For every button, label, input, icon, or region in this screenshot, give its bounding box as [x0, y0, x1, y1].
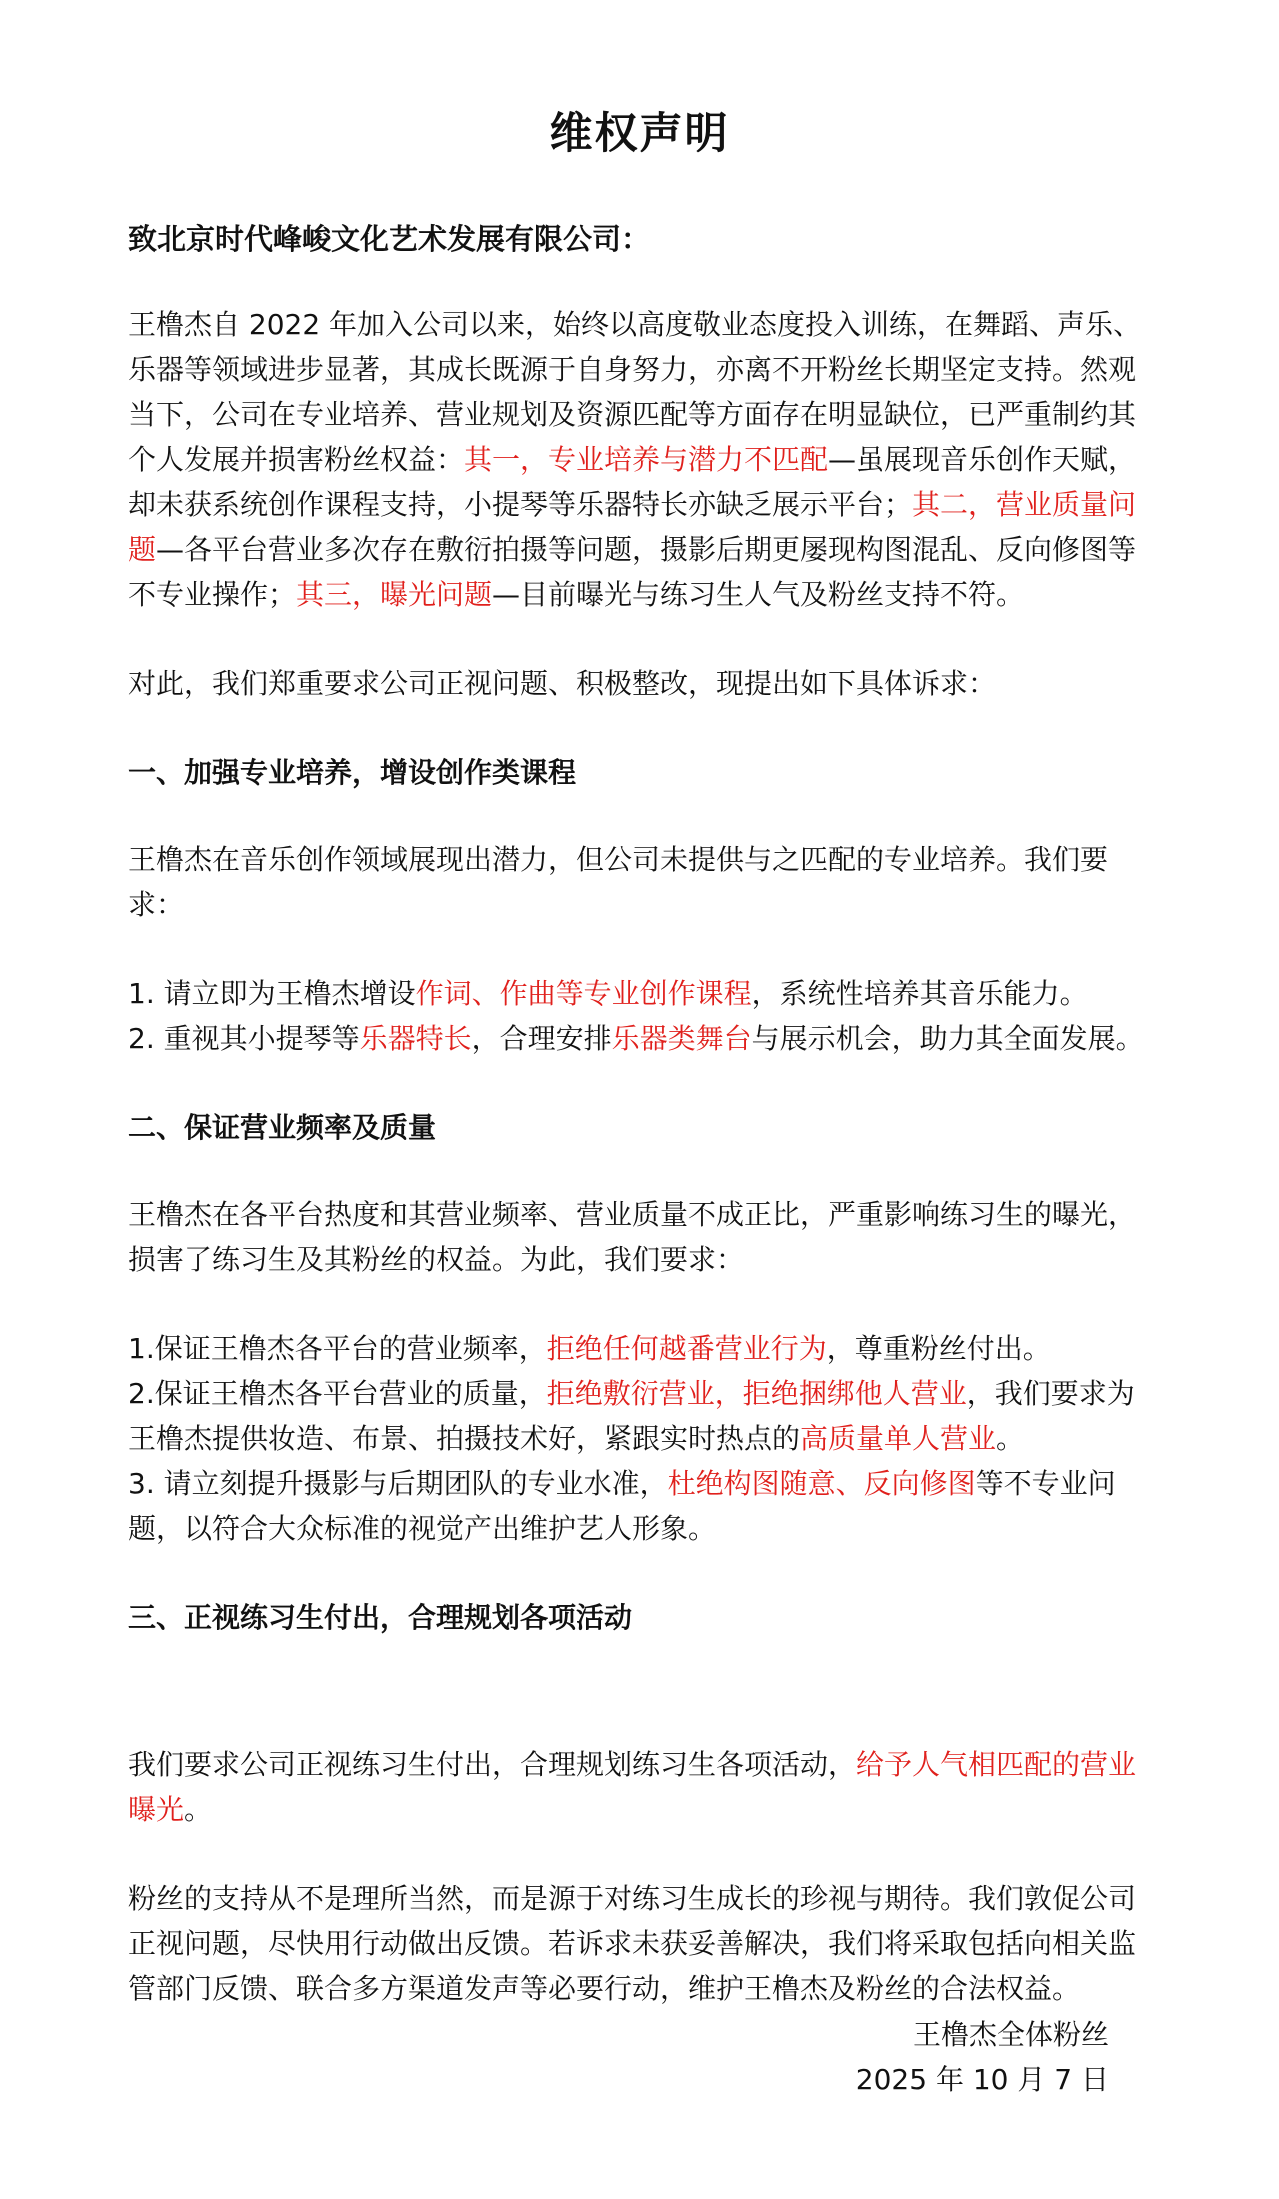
intro-text-4: —目前曝光与练习生人气及粉丝支持不符。 [492, 578, 1025, 611]
intro-text-3: —各平台营业多次存在敷衍拍摄等问题，摄影后期更屡现构图混乱、反向修图等不专业操作； [128, 533, 1137, 611]
section2-item-2-text-3: 。 [996, 1422, 1025, 1455]
document-title: 维权声明 [549, 109, 730, 159]
section1-item-1-text-1: 1. 请立即为王橹杰增设 [128, 977, 416, 1010]
section1-item-2-text-3: 与展示机会，助力其全面发展。 [751, 1022, 1144, 1055]
section1-item-2-text-2: ，合理安排 [471, 1022, 612, 1055]
section2-paragraph: 王橹杰在各平台热度和其营业频率、营业质量不成正比，严重影响练习生的曝光，损害了练习生及其粉丝的权益。为此，我们要求： [128, 1198, 1137, 1276]
intro-highlight-2: 其二，营业质量问题 [128, 488, 1137, 566]
section3-text-2: 。 [184, 1793, 213, 1826]
section2-item-1-text-1: 1.保证王橹杰各平台的营业频率， [128, 1332, 547, 1365]
section2-item-3-highlight-1: 杜绝构图随意、反向修图 [667, 1467, 976, 1500]
section1-heading: 一、加强专业培养，增设创作类课程 [128, 756, 577, 789]
section2-list [128, 1326, 1151, 1551]
section2-item-3 [128, 1461, 1151, 1551]
section1-item-1 [128, 971, 1151, 1016]
intro-text-1: 王橹杰自 2022 年加入公司以来，始终以高度敬业态度投入训练，在舞蹈、声乐、乐器等领域进步显著，其成长既源于自身努力，亦离不开粉丝长期坚定支持。然观当下，公司在专业培养、营业规划及资源匹配等方面存在明显缺位，已严重制约其个人发展并损害粉丝权益： [128, 308, 1142, 476]
signature-block [856, 2012, 1109, 2102]
demand-intro-paragraph: 对此，我们郑重要求公司正视问题、积极整改，现提出如下具体诉求： [128, 667, 997, 700]
section2-item-2 [128, 1371, 1151, 1461]
section3-text-1: 我们要求公司正视练习生付出，合理规划练习生各项活动， [128, 1748, 857, 1781]
section2-item-1 [128, 1326, 1151, 1371]
section1-item-1-text-2: ，系统性培养其音乐能力。 [751, 977, 1088, 1010]
section2-item-3-text-1: 3. 请立刻提升摄影与后期团队的专业水准， [128, 1467, 668, 1500]
intro-paragraph [128, 302, 1151, 617]
section1-list [128, 971, 1151, 1061]
addressee-line: 致北京时代峰峻文化艺术发展有限公司： [128, 222, 651, 256]
closing-paragraph: 粉丝的支持从不是理所当然，而是源于对练习生成长的珍视与期待。我们敦促公司正视问题，尽快用行动做出反馈。若诉求未获妥善解决，我们将采取包括向相关监管部门反馈、联合多方渠道发声等必要行动，维护王橹杰及粉丝的合法权益。 [128, 1882, 1137, 2005]
section1-item-2 [128, 1016, 1151, 1061]
section2-item-2-highlight-2: 高质量单人营业 [800, 1422, 997, 1455]
section1-item-1-highlight-1: 作词、作曲等专业创作课程 [415, 977, 752, 1010]
intro-highlight-1: 其一，专业培养与潜力不匹配 [464, 443, 829, 476]
section2-item-2-text-1: 2.保证王橹杰各平台营业的质量， [128, 1377, 547, 1410]
section3-paragraph [128, 1742, 1151, 1832]
section2-item-1-highlight-1: 拒绝任何越番营业行为 [546, 1332, 827, 1365]
section1-item-2-highlight-1: 乐器特长 [359, 1022, 472, 1055]
signature-name: 王橹杰全体粉丝 [912, 2018, 1109, 2051]
section3-spacer [128, 1682, 1151, 1742]
intro-highlight-3: 其三，曝光问题 [296, 578, 493, 611]
section2-item-3-text-2: 等不专业问题，以符合大众标准的视觉产出维护艺人形象。 [128, 1467, 1116, 1545]
section2-item-1-text-2: ，尊重粉丝付出。 [826, 1332, 1051, 1365]
section3-highlight-1: 给予人气相匹配的营业曝光 [128, 1748, 1137, 1826]
section3-heading: 三、正视练习生付出，合理规划各项活动 [128, 1601, 633, 1634]
intro-text-2: —虽展现音乐创作天赋，却未获系统创作课程支持，小提琴等乐器特长亦缺乏展示平台； [128, 443, 1137, 521]
section1-item-2-highlight-2: 乐器类舞台 [611, 1022, 752, 1055]
section2-heading: 二、保证营业频率及质量 [128, 1111, 437, 1144]
section1-paragraph: 王橹杰在音乐创作领域展现出潜力，但公司未提供与之匹配的专业培养。我们要求： [128, 843, 1109, 921]
signature-date: 2025 年 10 月 7 日 [855, 2063, 1109, 2096]
section2-item-2-highlight-1: 拒绝敷衍营业，拒绝捆绑他人营业 [546, 1377, 967, 1410]
section2-item-2-text-2: ，我们要求为王橹杰提供妆造、布景、拍摄技术好，紧跟实时热点的 [128, 1377, 1135, 1455]
section1-item-2-text-1: 2. 重视其小提琴等 [128, 1022, 360, 1055]
